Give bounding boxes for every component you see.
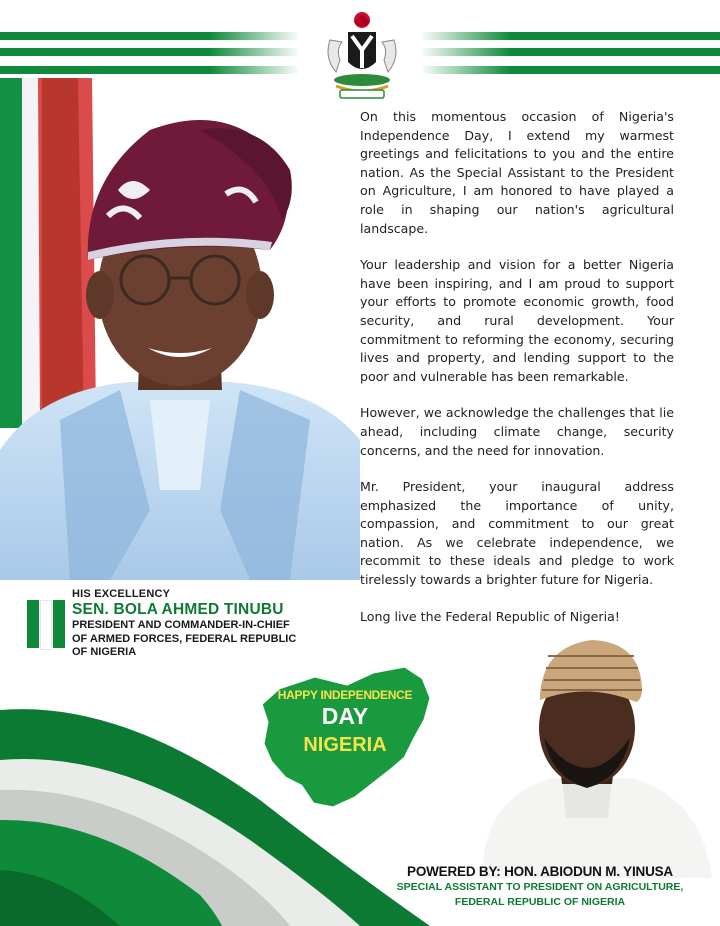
caption-title-line: OF ARMED FORCES, FEDERAL REPUBLIC [72, 632, 297, 645]
map-badge-line-2: DAY [321, 703, 369, 729]
president-caption [72, 588, 332, 660]
top-stripe-left-1 [0, 32, 300, 40]
caption-honorific: HIS EXCELLENCY [72, 588, 171, 600]
letter-paragraph: Your leadership and vision for a better Nigeria have been inspiring, and I am proud to support your efforts to promote economic growth, food security, and rural development. Your commitment to reforming the economy, securing lives and property, and lending support to the poor and vulnerable has been remarkable. [360, 257, 674, 384]
map-badge-line-3: NIGERIA [303, 734, 387, 756]
nigeria-coat-of-arms-icon [310, 10, 414, 102]
aide-role-line: FEDERAL REPUBLIC OF NIGERIA [454, 896, 626, 908]
letter-paragraph: Mr. President, your inaugural address emphasized the importance of unity, compassion, and commitment to our great nation. As we celebrate independence, we recommit to these ideals and pledge to work tirelessly towards a brighter future for Nigeria. [360, 479, 674, 588]
top-stripe-left-3 [0, 66, 300, 74]
congratulatory-letter [360, 108, 674, 644]
caption-title-line: OF NIGERIA [72, 646, 137, 659]
caption-name: SEN. BOLA AHMED TINUBU [72, 601, 284, 618]
top-stripe-left-2 [0, 48, 300, 56]
letter-closing: Long live the Federal Republic of Nigeria! [360, 608, 620, 624]
powered-by-text: POWERED BY: HON. ABIODUN M. YINUSA [407, 864, 673, 879]
letter-paragraph: However, we acknowledge the challenges that lie ahead, including climate change, security concerns, and the need for innovation. [360, 405, 674, 458]
top-stripe-right-1 [420, 32, 720, 40]
aide-portrait [462, 628, 720, 878]
map-badge-line-1: HAPPY INDEPENDENCE [277, 688, 413, 702]
caption-flag-bar-green-1 [27, 600, 39, 648]
caption-flag-bar-white [40, 600, 52, 650]
caption-title-line: PRESIDENT AND COMMANDER-IN-CHIEF [72, 619, 290, 631]
top-stripe-right-3 [420, 66, 720, 74]
president-portrait [0, 90, 360, 580]
aide-role-line: SPECIAL ASSISTANT TO PRESIDENT ON AGRICULTURE, [396, 881, 684, 893]
letter-paragraph: On this momentous occasion of Nigeria's Independence Day, I extend my warmest greetings and felicitations to you and the entire nation. As the Special Assistant to the President on Agriculture, I am honored to have played a role in shaping our nation's agricultural landscape. [360, 109, 674, 236]
caption-flag-bar-green-2 [53, 600, 65, 648]
top-stripe-right-2 [420, 48, 720, 56]
